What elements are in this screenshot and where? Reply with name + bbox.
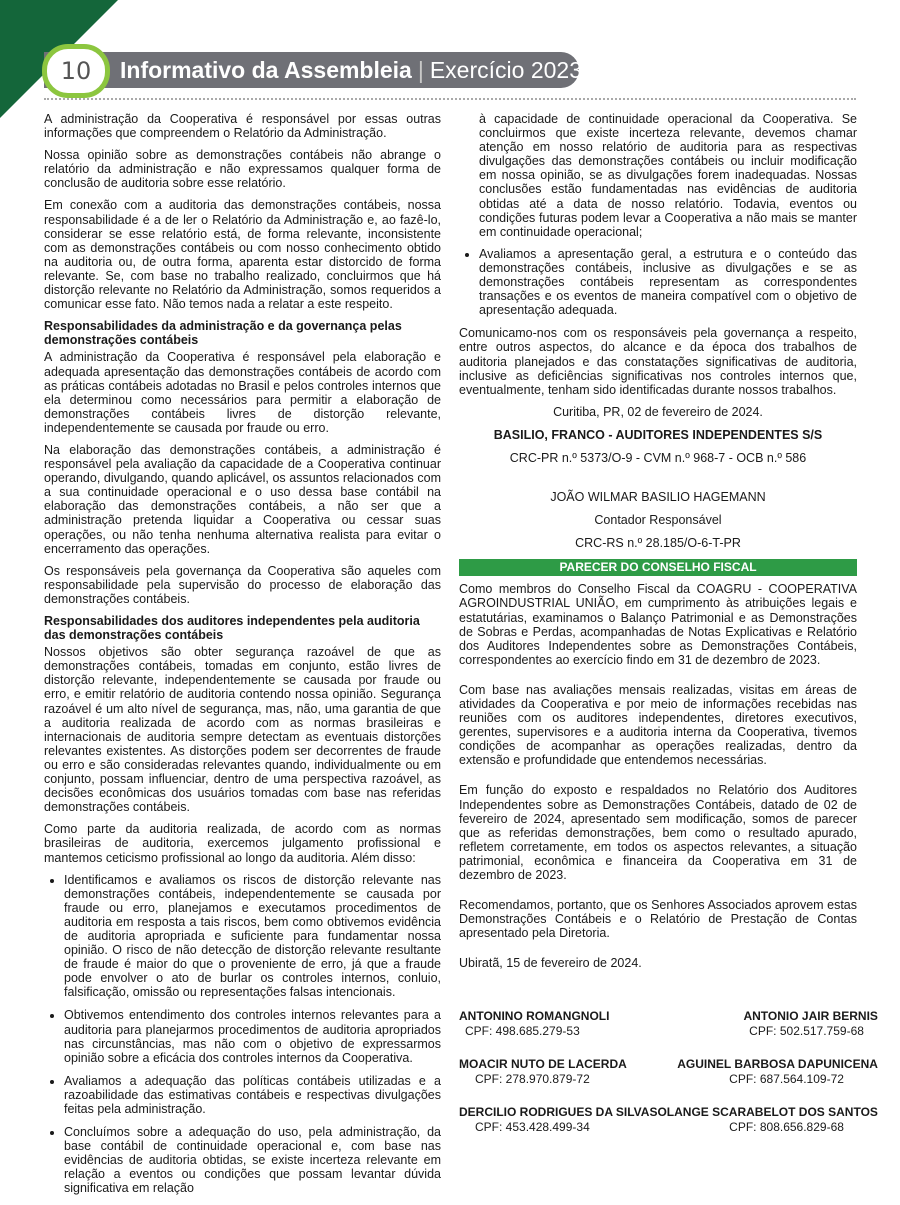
- accountant-role: Contador Responsável: [594, 513, 722, 528]
- accountant-name: JOÃO WILMAR BASILIO HAGEMANN: [550, 490, 766, 505]
- bullet-list: [44, 873, 441, 1196]
- signer-cpf: CPF: 808.656.829-68: [729, 1119, 844, 1134]
- signer-name: DERCILIO RODRIGUES DA SILVA: [459, 1104, 650, 1119]
- title-main: Informativo da Assembleia: [120, 57, 412, 83]
- place-date: Curitiba, PR, 02 de fevereiro de 2024.: [553, 404, 763, 419]
- signer-name: ANTONIO JAIR BERNIS: [743, 1008, 878, 1023]
- accountant-registration: CRC-RS n.º 28.185/O-6-T-PR: [575, 536, 741, 551]
- paragraph: Comunicamo-nos com os responsáveis pela governança a respeito, entre outros aspectos, do alcance e da época dos trabalhos de auditoria planejados e das constatações significativas de auditoria, inclusive as deficiências significativas nos controles internos que, eventualmente, tenham sido identificadas durante nossos trabalhos.: [459, 326, 857, 397]
- bullet-list: [459, 247, 857, 317]
- header-divider: [44, 98, 856, 100]
- left-column: [44, 112, 441, 1205]
- paragraph: A administração da Cooperativa é responsável pela elaboração e adequada apresentação das demonstrações contábeis de acordo com as práticas contábeis adotadas no Brasil e pelos controles internos que ela determinou como necessários para permitir a elaboração de demonstrações contábeis livres de distorção relevante, independentemente se causada por fraude ou erro.: [44, 350, 441, 435]
- signer: [649, 1105, 877, 1135]
- signers-grid: [459, 1008, 878, 1135]
- paragraph: Na elaboração das demonstrações contábeis, a administração é responsável pela avaliação da capacidade de a Cooperativa continuar operando, divulgando, quando aplicável, os assuntos relacionados com a sua continuidade operacional e o uso dessa base contábil na elaboração das demonstrações contábeis, a não ser que a administração pretenda liquidar a Cooperativa ou cessar suas operações, ou não tenha nenhuma alternativa realista para evitar o encerramento das operações.: [44, 442, 441, 556]
- list-item: • Identificamos e avaliamos os riscos de distorção relevante nas demonstrações contábeis, independentemente se causada por fraude ou erro, planejamos e executamos procedimentos de auditoria em resposta a tais riscos, bem como obtivemos evidência de auditoria apropriada e suficiente para fundamentar nossa opinião. O risco de não detecção de distorção relevante resultante de fraude é maior do que o proveniente de erro, já que a fraude pode envolver o ato de burlar os controles internos, conluio, falsificação, omissão ou representações falsas intencionais.: [64, 873, 441, 1000]
- firm-registration: CRC-PR n.º 5373/O-9 - CVM n.º 968-7 - OCB n.º 586: [509, 450, 807, 465]
- signer: [459, 1105, 649, 1135]
- paragraph: Em conexão com a auditoria das demonstrações contábeis, nossa responsabilidade é a de ler o Relatório da Administração e, ao fazê-lo, considerar se esse relatório está, de forma relevante, inconsistente com as demonstrações contábeis ou com nosso conhecimento obtido na auditoria ou, de outra forma, aparenta estar distorcido de forma relevante. Se, com base no trabalho realizado, concluirmos que há distorção relevante no Relatório da Administração, somos requeridos a comunicar esse fato. Não temos nada a relatar a este respeito.: [44, 198, 441, 312]
- signer-name: AGUINEL BARBOSA DAPUNICENA: [677, 1056, 878, 1071]
- paragraph: A administração da Cooperativa é responsável por essas outras informações que compreendem o Relatório da Administração.: [44, 112, 441, 141]
- paragraph: Como parte da auditoria realizada, de acordo com as normas brasileiras de auditoria, exercemos julgamento profissional e mantemos ceticismo profissional ao longo da auditoria. Além disso:: [44, 822, 441, 865]
- signer: [459, 1057, 649, 1087]
- paragraph: à capacidade de continuidade operacional da Cooperativa. Se concluirmos que existe incerteza relevante, devemos chamar atenção em nosso relatório de auditoria para as respectivas divulgações das demonstrações contábeis ou incluir modificação em nossa opinião, se as divulgações forem inadequadas. Nossas conclusões estão fundamentadas nas evidências de auditoria obtidas até a data de nosso relatório. Todavia, eventos ou condições futuras podem levar a Cooperativa a não mais se manter em continuidade operacional;: [479, 112, 857, 239]
- signer-cpf: CPF: 453.428.499-34: [475, 1119, 590, 1134]
- signer-cpf: CPF: 687.564.109-72: [729, 1071, 844, 1086]
- page-number: 10: [42, 44, 110, 98]
- right-column: [459, 112, 878, 1135]
- signer-cpf: CPF: 502.517.759-68: [749, 1023, 864, 1038]
- signer-name: MOACIR NUTO DE LACERDA: [459, 1056, 627, 1071]
- signer: [459, 1009, 649, 1039]
- page-title: [120, 55, 582, 85]
- signer-cpf: CPF: 498.685.279-53: [465, 1023, 580, 1038]
- audit-firm: BASILIO, FRANCO - AUDITORES INDEPENDENTES S/S: [493, 427, 823, 442]
- list-item: • Avaliamos a apresentação geral, a estrutura e o conteúdo das demonstrações contábeis, inclusive as divulgações e se as demonstrações contábeis representam as correspondentes transações e os eventos de maneira compatível com o objetivo de apresentação adequada.: [479, 247, 857, 317]
- paragraph: Recomendamos, portanto, que os Senhores Associados aprovem estas Demonstrações Contábeis e o Relatório de Prestação de Contas apresentado pela Diretoria.: [459, 898, 857, 941]
- paragraph: Em função do exposto e respaldados no Relatório dos Auditores Independentes sobre as Demonstrações Contábeis, datado de 02 de fevereiro de 2024, apresentado sem modificação, somos de parecer que as referidas demonstrações, bem como o resultado apurado, refletem corretamente, em todos os aspectos relevantes, a situação patrimonial, econômica e financeira da Cooperativa em 31 de dezembro de 2023.: [459, 783, 857, 883]
- auditor-signature: [459, 405, 857, 551]
- list-item: • Avaliamos a adequação das políticas contábeis utilizadas e a razoabilidade das estimativas contábeis e respectivas divulgações feitas pela administração.: [64, 1074, 441, 1116]
- signer: [649, 1009, 877, 1039]
- paragraph: Nossos objetivos são obter segurança razoável de que as demonstrações contábeis, tomadas em conjunto, estão livres de distorção relevante, independentemente se causada por fraude ou erro, e emitir relatório de auditoria contendo nossa opinião. Segurança razoável é um alto nível de segurança, mas, não, uma garantia de que a auditoria realizada de acordo com as normas brasileiras e internacionais de auditoria sempre detectam as eventuais distorções relevantes existentes. As distorções podem ser decorrentes de fraude ou erro e são consideradas relevantes quando, individualmente ou em conjunto, possam influenciar, dentro de uma perspectiva razoável, as decisões econômicas dos usuários tomadas com base nas referidas demonstrações contábeis.: [44, 645, 441, 815]
- fiscal-date: Ubiratã, 15 de fevereiro de 2024.: [459, 956, 642, 971]
- title-year: Exercício 2023: [429, 57, 582, 83]
- paragraph: Com base nas avaliações mensais realizadas, visitas em áreas de atividades da Cooperativa e por meio de informações recebidas nas reuniões com os auditores independentes, diretores executivos, gerentes, supervisores e a auditoria interna da Cooperativa, tivemos condições de acompanhar as operações realizadas, dentro da extensão e profundidade que entendemos necessárias.: [459, 682, 857, 768]
- section-heading: Responsabilidades dos auditores independentes pela auditoria das demonstrações contábeis: [44, 614, 420, 643]
- signer-name: ANTONINO ROMANGNOLI: [459, 1008, 610, 1023]
- paragraph: Nossa opinião sobre as demonstrações contábeis não abrange o relatório da administração e não expressamos qualquer forma de conclusão de auditoria sobre esse relatório.: [44, 148, 441, 191]
- title-separator: |: [417, 57, 424, 83]
- signer-cpf: CPF: 278.970.879-72: [475, 1071, 590, 1086]
- signer: [649, 1057, 877, 1087]
- section-heading: Responsabilidades da administração e da governança pelas demonstrações contábeis: [44, 319, 402, 348]
- paragraph: Como membros do Conselho Fiscal da COAGRU - COOPERATIVA AGROINDUSTRIAL UNIÃO, em cumprimento às atribuições legais e estatutárias, examinamos o Balanço Patrimonial e as Demonstrações de Sobras e Perdas, acompanhadas de Notas Explicativas e Relatório dos Auditores Independentes sobre as Demonstrações Contábeis, correspondentes ao exercício findo em 31 de dezembro de 2023.: [459, 582, 857, 667]
- list-item: • Concluímos sobre a adequação do uso, pela administração, da base contábil de continuidade operacional e, com base nas evidências de auditoria obtidas, se existe incerteza relevante em relação a eventos ou condições que possam levantar dúvida significativa em relação: [64, 1125, 441, 1195]
- fiscal-council-title: PARECER DO CONSELHO FISCAL: [459, 559, 857, 576]
- list-item: • Obtivemos entendimento dos controles internos relevantes para a auditoria para planejarmos procedimentos de auditoria apropriados nas circunstâncias, mas não com o objetivo de expressarmos opinião sobre a eficácia dos controles internos da Cooperativa.: [64, 1008, 441, 1064]
- signer-name: SOLANGE SCARABELOT DOS SANTOS: [649, 1104, 878, 1119]
- paragraph: Os responsáveis pela governança da Cooperativa são aqueles com responsabilidade pela supervisão do processo de elaboração das demonstrações contábeis.: [44, 563, 441, 606]
